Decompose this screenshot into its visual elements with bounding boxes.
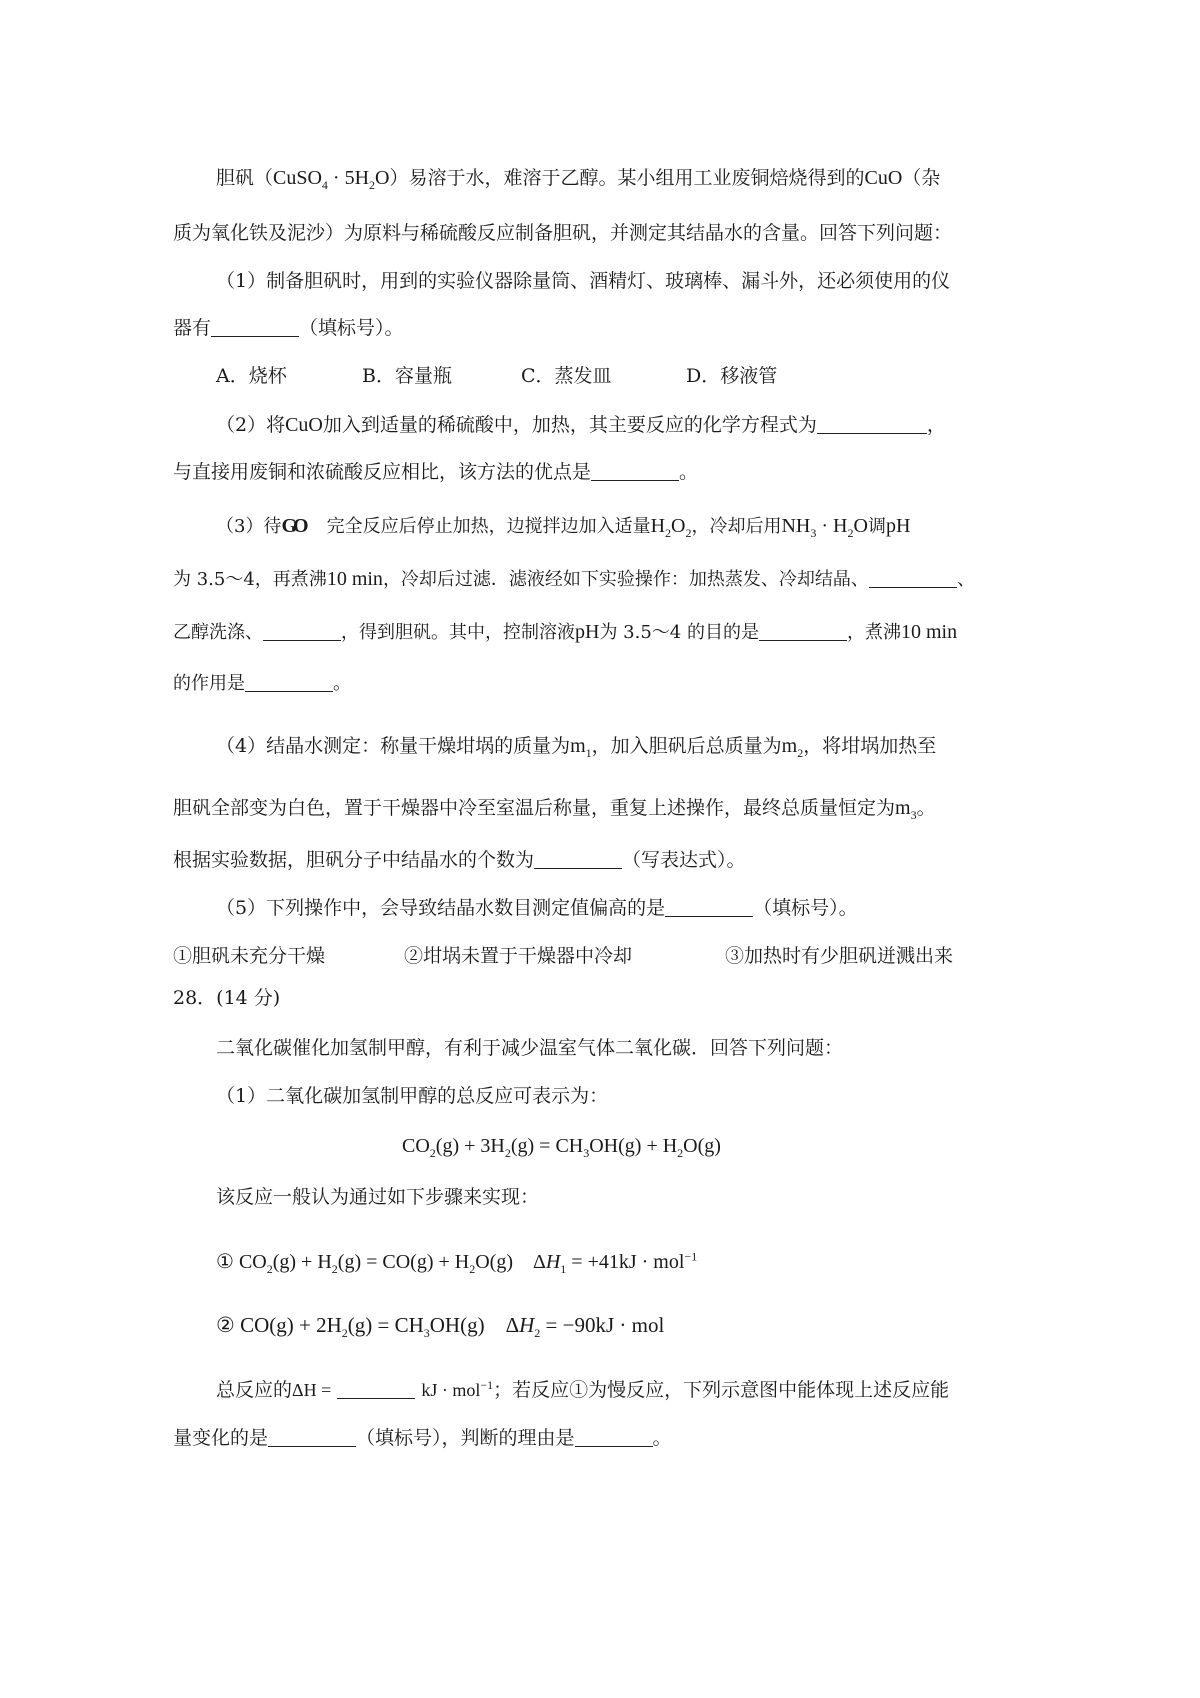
answer-blank[interactable] (263, 618, 341, 641)
q28-text-d: 量变化的是 (173, 1427, 269, 1449)
intro-text-c: （杂 (902, 167, 941, 189)
q3-line-3 (173, 617, 957, 648)
q4-line-1 (216, 731, 936, 761)
q3-line-1 (216, 511, 910, 542)
q3-text-k: ，煮沸 (846, 622, 901, 643)
q5-text-b: （填标号）。 (753, 897, 858, 919)
answer-blank[interactable] (534, 846, 622, 869)
q2-text-c: ， (926, 414, 946, 436)
q4-text-e: 。 (916, 797, 936, 819)
q2-text-e: 。 (679, 461, 699, 483)
q5-line-1 (216, 893, 858, 923)
mass-m3: $m_3$ (895, 797, 917, 822)
q3-text-e: 为 3.5～4，再煮沸 (173, 569, 327, 590)
q1-text: 器有 (173, 317, 212, 339)
formula-cuso4-5h2o: CuSO$_4$ · $5H_2O$ (273, 167, 390, 192)
q28-question-line-2 (173, 1423, 672, 1453)
answer-blank[interactable] (211, 314, 299, 337)
q28-text-a: 总反应的 (216, 1379, 293, 1401)
total-reaction-equation: $CO_2(g) + 3H_2(g) = CH_3OH(g) + H_2O(g)$ (402, 1135, 721, 1160)
q28-part1: （1）二氧化碳加氢制甲醇的总反应可表示为： (216, 1085, 609, 1107)
answer-blank[interactable] (665, 894, 753, 917)
q3-text-g: 、 (956, 569, 975, 590)
q4-line-2 (173, 793, 936, 823)
answer-blank[interactable] (268, 1424, 356, 1447)
q3-text-b: 完全反应后停止加热，边搅拌边加入适量 (326, 516, 651, 537)
q28-intro: 二氧化碳催化加氢制甲醇，有利于减少温室气体二氧化碳．回答下列问题： (216, 1037, 844, 1059)
q4-text-f: 根据实验数据，胆矾分子中结晶水的个数为 (173, 849, 535, 871)
q28-text-f: 。 (652, 1427, 672, 1449)
q2-line-1 (216, 410, 946, 440)
q3-text-d: 调 (867, 516, 886, 537)
q4-line-3 (173, 845, 746, 875)
q1-line-1: （1）制备胆矾时，用到的实验仪器除量筒、酒精灯、玻璃棒、漏斗外，还必须使用的仪 (216, 270, 951, 292)
q3-text-a: （3）待 (216, 516, 282, 537)
unit-kj-mol: kJ · mol$^{-1}$ (421, 1378, 494, 1400)
q28-question-line-1 (216, 1375, 949, 1405)
ph-label: pH (575, 621, 600, 643)
time-value: 10 min (900, 621, 958, 643)
q2-text-b: 加入到适量的稀硫酸中，加热，其主要反应的化学方程式为 (322, 414, 817, 436)
q28-header: 28．(14 分) (173, 987, 281, 1009)
q3-text-j: 为 3.5～4 的目的是 (599, 622, 759, 643)
q4-text-d: 胆矾全部变为白色，置于干燥器中冷至室温后称量，重复上述操作，最终总质量恒定为 (173, 797, 896, 819)
steps-intro: 该反应一般认为通过如下步骤来实现： (216, 1186, 540, 1208)
option-a: A．烧杯 (216, 365, 287, 387)
answer-blank[interactable] (759, 618, 847, 641)
formula-nh3-h2o: $NH_3 \cdot H_2O$ (781, 515, 868, 540)
q1-text-b: （填标号）。 (299, 317, 404, 339)
q3-text-h: 乙醇洗涤、 (173, 622, 263, 643)
garbled-formula: GO (281, 515, 305, 537)
step-1: ① $CO_2(g) + H_2(g) = CO(g) + H_2O(g)$ $\Delta H_1 = +41kJ \cdot mol^{-1}$ (216, 1249, 698, 1276)
q5-options (173, 941, 1033, 971)
option-c: C．蒸发皿 (521, 365, 612, 387)
intro-text-b: ）易溶于水，难溶于乙醇。某小组用工业废铜焙烧得到的 (389, 167, 865, 189)
q3-text-l: 的作用是 (173, 673, 245, 694)
intro-text-a: 胆矾（ (216, 167, 274, 189)
intro-line-2: 质为氧化铁及泥沙）为原料与稀硫酸反应制备胆矾，并测定其结晶水的含量。回答下列问题： (173, 222, 953, 244)
option-3: ③加热时有少胆矾迸溅出来 (725, 945, 954, 967)
q3-line-4 (173, 669, 351, 699)
q5-text-a: （5）下列操作中，会导致结晶水数目测定值偏高的是 (216, 897, 666, 919)
q4-text-c: ，将坩埚加热至 (803, 735, 937, 757)
q1-options (216, 361, 776, 391)
time-value: 10 min (326, 568, 383, 590)
mass-m2: $m_2$ (781, 735, 804, 760)
q2-line-2 (173, 457, 698, 487)
answer-blank[interactable] (337, 1376, 415, 1399)
circled-1-icon: ① (216, 1251, 234, 1273)
q3-text-i: ，得到胆矾。其中，控制溶液 (341, 622, 575, 643)
answer-blank[interactable] (869, 565, 957, 588)
q2-text-a: （2）将 (216, 414, 286, 436)
step-2: ② $CO(g) + 2H_2(g) = CH_3OH(g)$ $\Delta H_2 = -90kJ$ · mol (216, 1313, 665, 1341)
q3-line-2 (173, 564, 975, 595)
formula-cuo: CuO (864, 167, 903, 189)
q1-line-2 (173, 313, 404, 343)
formula-cuo: CuO (285, 414, 323, 436)
answer-blank[interactable] (591, 458, 679, 481)
q28-text-e: （填标号），判断的理由是 (356, 1427, 575, 1449)
q28-text-c: ；若反应①为慢反应，下列示意图中能体现上述反应能 (493, 1379, 950, 1401)
ph-label: pH (885, 515, 911, 537)
option-2: ②坩埚未置于干燥器中冷却 (404, 945, 633, 967)
answer-blank[interactable] (245, 669, 333, 692)
q3-text-m: 。 (333, 673, 351, 694)
q4-text-g: （写表达式）。 (622, 849, 746, 871)
q3-text-c: ，冷却后用 (691, 516, 782, 537)
mass-m1: $m_1$ (570, 735, 592, 760)
option-1: ①胆矾未充分干燥 (173, 945, 326, 967)
option-d: D．移液管 (686, 365, 778, 387)
q4-text-a: （4）结晶水测定：称量干燥坩埚的质量为 (216, 735, 571, 757)
option-b: B．容量瓶 (362, 365, 452, 387)
answer-blank[interactable] (575, 1424, 653, 1447)
q4-text-b: ，加入胆矾后总质量为 (591, 735, 782, 757)
delta-h-label: ΔH = (292, 1380, 332, 1400)
q2-text-d: 与直接用废铜和浓硫酸反应相比，该方法的优点是 (173, 461, 592, 483)
formula-h2o2: $H_2O_2$ (650, 515, 692, 540)
answer-blank[interactable] (817, 411, 927, 434)
circled-2-icon: ② (216, 1313, 235, 1337)
q3-text-f: ，冷却后过滤．滤液经如下实验操作：加热蒸发、冷却结晶、 (382, 569, 869, 590)
intro-line-1 (216, 163, 940, 193)
